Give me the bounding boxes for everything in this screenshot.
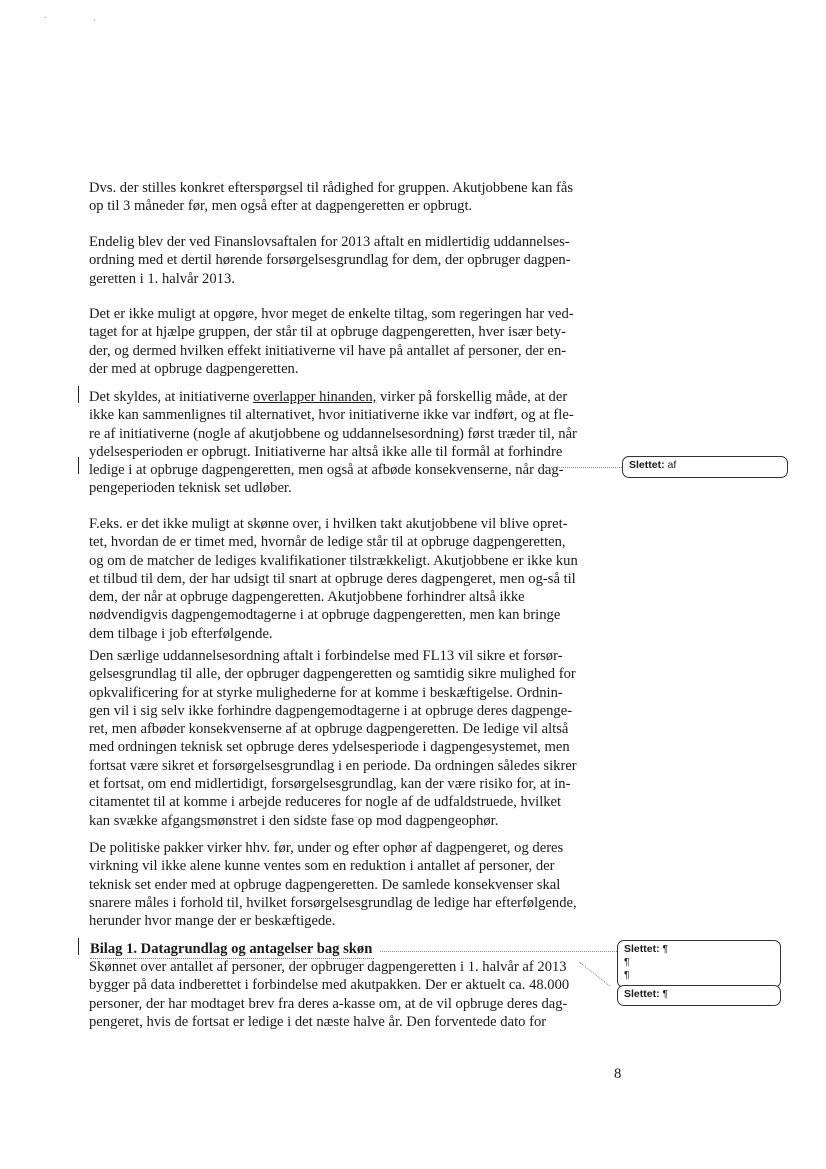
balloon-label: Slettet:: [629, 459, 665, 471]
balloon-text: ¶: [624, 956, 630, 968]
paragraph-text: Det er ikke muligt at opgøre, hvor meget de enkelte tiltag, som regeringen har ved-taget for at hjælpe gruppen, der står til at opbruge dagpengeretten, hver især bety-der, og dermed hvilken effekt initiativerne vil have på antallet af personer, der en-der med at opbruge dagpengeretten.: [89, 306, 574, 377]
comment-connector: [380, 951, 617, 952]
paragraph: [89, 179, 581, 216]
deletion-balloon[interactable]: [622, 456, 788, 478]
paragraph: [89, 515, 581, 643]
paragraph-text: [89, 388, 581, 498]
balloon-label: Slettet:: [624, 943, 660, 955]
paragraph-text: De politiske pakker virker hhv. før, under og efter ophør af dagpengeret, og deres virkning vil ikke alene kunne ventes som en reduktion i antallet af personer, der teknisk set ender med at opbruge dagpengeretten. De samlede konsekvenser skal snarere måles i forhold til, hvilket forsørgelsesgrundlag de ledige har efterfølgende, herunder hvor mange der er beskæftigede.: [89, 840, 577, 930]
paragraph-text: Endelig blev der ved Finanslovsaftalen for 2013 aftalt en midlertidig uddannelses-ordning med et dertil hørende forsørgelsesgrundlag for dem, der opbruger dagpen-geretten i 1. halvår 2013.: [89, 234, 571, 287]
balloon-text: ¶: [662, 943, 669, 955]
paragraph: [89, 958, 581, 1031]
scan-mark: .: [44, 11, 47, 20]
text-span: virker på forskellig måde, at der ikke kan sammenlignes til alternativet, hvor initiativerne ikke var indført, og at fle-re af initiativerne (nogle af akutjobbene og uddannelsesordning) først træder til, når ydelsesperioden er opbrugt. Initiativerne har altså ikke alle til formål at forhindre ledige i at opbruge dagpengeretten, men også at afbøde konsekvenserne, når dag-pengeperioden teknisk set udløber.: [89, 389, 577, 497]
paragraph: [89, 305, 581, 378]
paragraph: [89, 233, 581, 288]
deletion-balloon[interactable]: [617, 985, 781, 1006]
page-number: 8: [614, 1066, 622, 1082]
balloon-text: ¶: [662, 988, 669, 1000]
paragraph: [89, 839, 581, 930]
change-bar: [78, 457, 79, 474]
paragraph: [89, 388, 581, 498]
paragraph: [89, 647, 581, 830]
comment-connector: [579, 962, 610, 986]
section-heading: Bilag 1. Datagrundlag og antagelser bag skøn: [90, 940, 374, 959]
comment-connector: [540, 467, 622, 468]
paragraph-text: Dvs. der stilles konkret efterspørgsel til rådighed for gruppen. Akutjobbene kan fås op til 3 måneder før, men også efter at dagpengeretten er opbrugt.: [89, 180, 574, 215]
paragraph-text: F.eks. er det ikke muligt at skønne over, i hvilken takt akutjobbene vil blive opret-tet, hvordan de er timet med, hvornår de ledige står til at opbruge dagpengeretten, og om de matcher de lediges kvalifikationer tilstrækkeligt. Akutjobbene er ikke kun et tilbud til dem, der har udsigt til snart at opbruge deres dagpengeret, men og-så til dem, der når at opbruge dagpengeretten. Akutjobbene forhindrer altså ikke nødvendigvis dagpengemodtagerne i at opbruge dagpengeretten, men kan bringe dem tilbage i job efterfølgende.: [89, 516, 578, 642]
balloon-text: af: [667, 459, 677, 471]
change-bar: [78, 938, 79, 955]
balloon-text: ¶: [624, 969, 630, 981]
balloon-label: Slettet:: [624, 988, 660, 1000]
scan-mark: ˎ: [93, 12, 97, 21]
tracked-insertion[interactable]: overlapper hinanden,: [253, 389, 377, 405]
paragraph-text: Den særlige uddannelsesordning aftalt i forbindelse med FL13 vil sikre et forsør-gelsesgrundlag til alle, der opbruger dagpengeretten og samtidig sikre mulighed for opkvalificering for at styrke mulighederne for at komme i beskæftigelse. Ordnin-gen vil i sig selv ikke forhindre dagpengemodtagerne i at opbruge deres dagpenge-ret, men afbøder konsekvenserne af at opbruge dagpengeretten. De ledige vil altså med ordningen teknisk set opbruge deres ydelsesperiode i dagpengesystemet, men fortsat være sikret et forsørgelsesgrundlag i en periode. Da ordningen således sikrer et fortsat, om end midlertidigt, forsørgelsesgrundlag, kan der være risiko for, at in-citamentet til at komme i arbejde reduceres for nogle af de udfaldstruede, hvilket kan svække afgangsmønstret i den sidste fase op mod dagpengeophør.: [89, 648, 577, 829]
deletion-balloon[interactable]: [617, 940, 781, 988]
text-span: Det skyldes, at initiativerne: [89, 389, 254, 405]
change-bar: [78, 386, 79, 403]
paragraph-text: Skønnet over antallet af personer, der opbruger dagpengeretten i 1. halvår af 2013 bygger på data indberettet i forbindelse med akutpakken. Der er aktuelt ca. 48.000 personer, der har modtaget brev fra deres a-kasse om, at de vil opbruge deres dag-pengeret, hvis de fortsat er ledige i det næste halve år. Den forventede dato for: [89, 959, 570, 1030]
